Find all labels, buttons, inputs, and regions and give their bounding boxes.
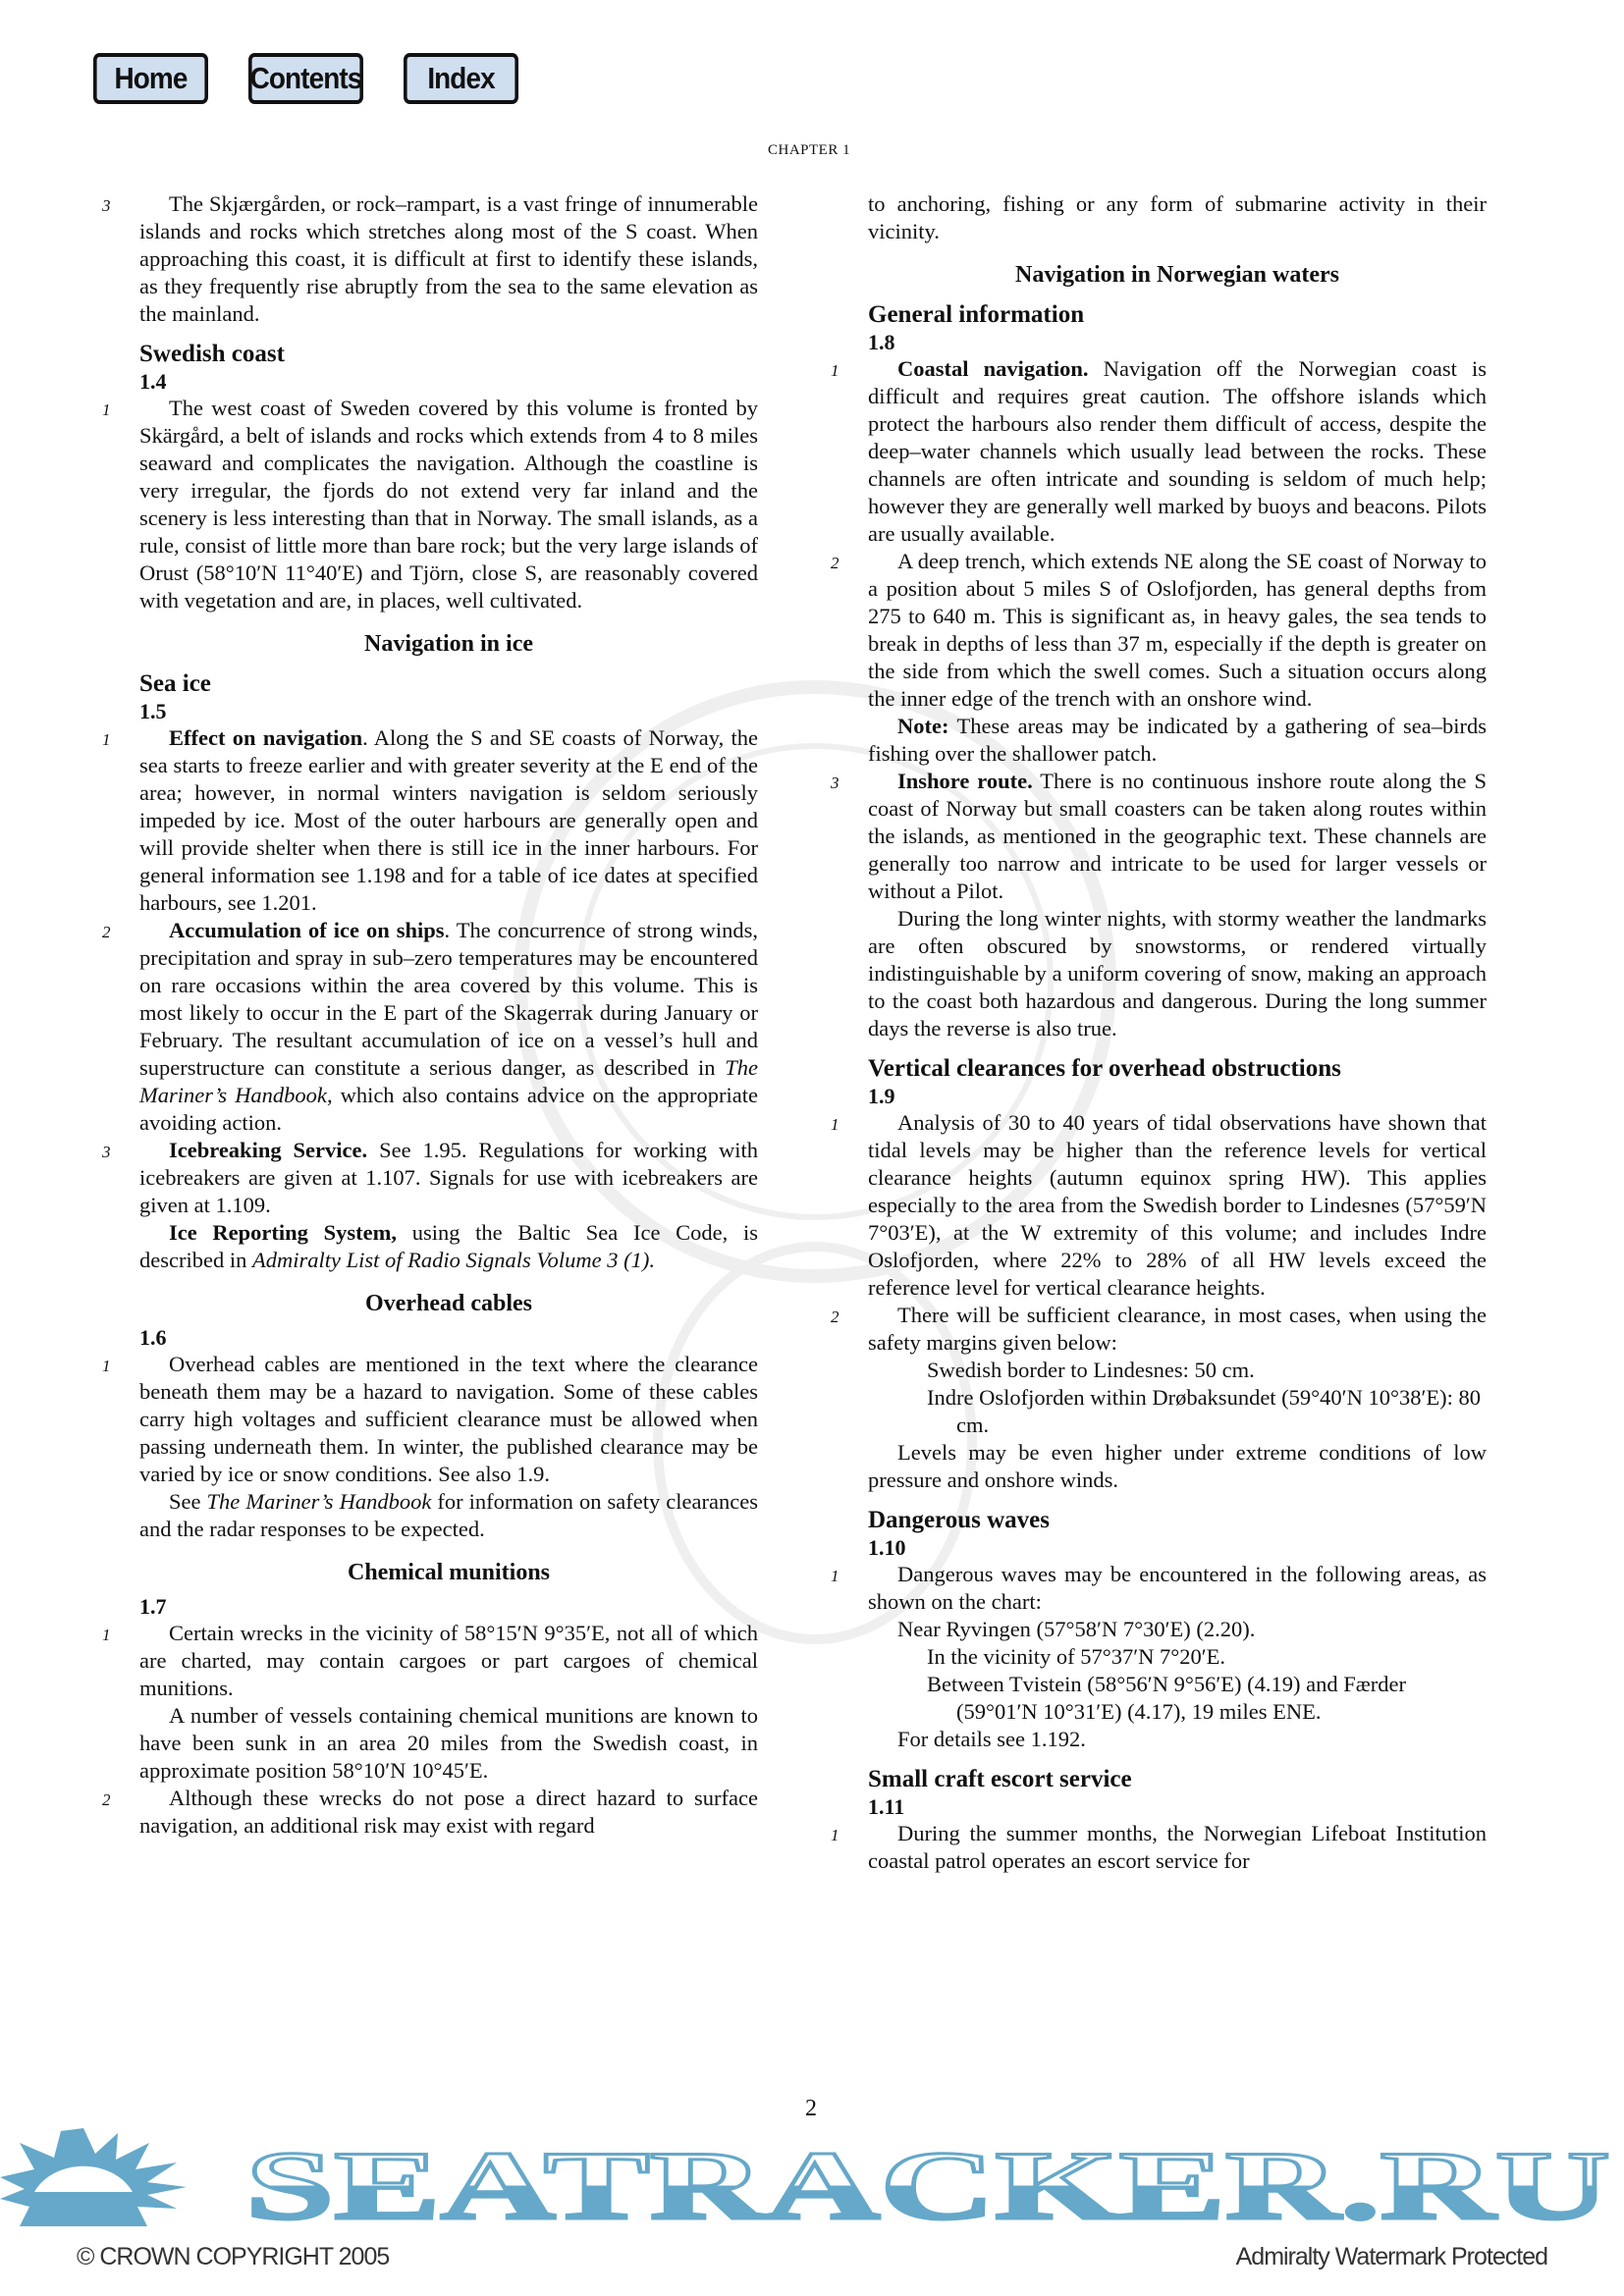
text-run: Certain wrecks in the vicinity of 58°15′N 9°35′E, not all of which are charted, may contain cargoes or part cargoes of chemical munitions. [139,1621,758,1700]
paragraph [831,1820,1487,1875]
margin-subparagraph-number: 1 [831,1826,839,1844]
margin-subparagraph-number: 1 [102,1357,111,1375]
bold-lead-text: Inshore route. [897,769,1033,793]
text-run: , which also contains advice on the appropriate avoiding action. [139,1083,759,1135]
subsection-heading: Vertical clearances for overhead obstructions [868,1055,1341,1082]
right-column [831,190,1487,1875]
paragraph [831,768,1487,905]
text-run: for information on safety clearances and the radar responses to be expected. [139,1489,758,1541]
text-run: The Skjærgården, or rock–rampart, is a vast fringe of innumerable islands and rocks which stretches along most of the S coast. When approaching this coast, it is difficult at first to identify these islands, as they frequently rise abruptly from the sea to the same elevation as the mainland. [139,191,758,326]
italic-reference: Admiralty List of Radio Signals Volume 3 (1). [251,1248,655,1272]
list-item [868,1616,1487,1643]
paragraph [831,1302,1487,1357]
copyright-notice: © CROWN COPYRIGHT 2005 [77,2243,390,2270]
text-run: Navigation off the Norwegian coast is difficult and requires great caution. The offshore islands which protect the harbours also render them difficult of access, despite the deep–water channels which usually lead between the rocks. These channels are often intricate and sounding is seldom of much help; however they are generally well marked by buoys and beacons. Pilots are usually available. [868,356,1487,546]
paragraph [102,190,758,328]
margin-subparagraph-number: 2 [831,1308,839,1326]
paragraph [102,395,758,614]
sunburst-icon [0,2128,187,2226]
text-run: See 1.95. Regulations for working with icebreakers are given at 1.107. Signals for use with icebreakers are given at 1.109. [139,1138,758,1217]
home-button[interactable]: Home [93,53,208,104]
paragraph [139,1702,758,1785]
list-item [868,1671,1487,1726]
section-heading: Navigation in ice [364,631,533,657]
text-run: There will be sufficient clearance, in most cases, when using the safety margins given below: [868,1303,1487,1355]
list-item [868,1357,1487,1384]
text-run: The west coast of Sweden covered by this volume is fronted by Skärgård, a belt of islands and rocks which extends from 4 to 8 miles seaward and complicates the navigation. Although the coastline is very irregular, the fjords do not extend very far inland and the scenery is less interesting than that in Norway. The small islands, as a rule, consist of little more than bare rock; but the very large islands of Orust (58°10′N 11°40′E) and Tjörn, close S, are reasonably covered with vegetation and are, in places, well cultivated. [139,396,758,613]
text-run: . Along the S and SE coasts of Norway, the sea starts to freeze earlier and with greater severity at the E end of the area; however, in normal winters navigation is seldom seriously impeded by ice. Most of the outer harbours are generally open and will provide shelter when there is still ice in the inner harbours. For general information see 1.198 and for a table of ice dates at specified harbours, see 1.201. [139,725,758,915]
margin-subparagraph-number: 3 [102,1143,111,1161]
text-run: These areas may be indicated by a gathering of sea–birds fishing over the shallower patch. [868,714,1487,766]
paragraph [102,1785,758,1840]
text-run: Levels may be even higher under extreme conditions of low pressure and onshore winds. [868,1440,1487,1492]
text-run: Analysis of 30 to 40 years of tidal observations have shown that tidal levels may be higher than the reference levels for vertical clearance heights (autumn equinox spring HW). This applies especially to the area from the Swedish border to Lindesnes (57°59′N 7°03′E), at the W extremity of this volume; and includes Indre Oslofjorden, where 22% to 28% of all HW levels exceed the reference level for vertical clearance heights. [868,1110,1487,1300]
subsection-heading: Small craft escort service [868,1766,1132,1792]
paragraph [139,1488,758,1543]
bold-lead-text: Icebreaking Service. [169,1138,368,1162]
bold-lead-text: Coastal navigation. [897,356,1089,381]
margin-subparagraph-number: 1 [831,361,839,380]
paragraph [831,1109,1487,1302]
chapter-header: CHAPTER 1 [768,142,851,158]
bold-lead-text: Ice Reporting System, [169,1220,397,1245]
text-run: Although these wrecks do not pose a direct hazard to surface navigation, an additional risk may exist with regard [139,1786,758,1838]
text-run: A deep trench, which extends NE along the SE coast of Norway to a position about 5 miles S of Oslofjorden, has general depths from 275 to 640 m. This is significant as, in heavy gales, the sea tends to break in depths of less than 37 m, especially if the depth is greater on the side from which the swell comes. Such a situation occurs along the inner edge of the trench with an onshore wind. [868,549,1487,711]
paragraph [102,1620,758,1702]
paragraph [868,1439,1487,1494]
italic-reference: The Mariner’s Handbook [139,1055,758,1107]
text-run: Between Tvistein (58°56′N 9°56′E) (4.19) and Færder (59°01′N 10°31′E) (4.17), 19 miles ENE. [927,1672,1406,1724]
paragraph-number: 1.8 [868,330,895,354]
index-button[interactable]: Index [404,53,518,104]
italic-reference: The Mariner’s Handbook [206,1489,432,1514]
left-column [102,190,759,1840]
bold-lead-text: Accumulation of ice on ships [169,918,445,942]
list-item [868,1643,1487,1671]
section-heading: Overhead cables [365,1291,532,1316]
margin-subparagraph-number: 1 [102,1626,111,1644]
text-run: A number of vessels containing chemical munitions are known to have been sunk in an area 20 miles from the Swedish coast, in approximate position 58°10′N 10°45′E. [139,1703,758,1783]
list-item [868,1726,1487,1753]
margin-subparagraph-number: 2 [102,923,111,941]
margin-subparagraph-number: 2 [102,1790,111,1809]
paragraph [102,917,759,1137]
text-run: See [169,1489,207,1514]
paragraph [868,190,1487,245]
paragraph [102,1351,758,1488]
text-run: . The concurrence of strong winds, precipitation and spray in sub–zero temperatures may be encountered on rare occasions within the area covered by this volume. This is most likely to occur in the E part of the Skagerrak during January or February. The resultant accumulation of ice on a vessel’s hull and superstructure can constitute a serious danger, as described in [139,918,758,1080]
section-heading: Chemical munitions [347,1560,550,1585]
section-heading: Navigation in Norwegian waters [1015,262,1339,288]
paragraph [831,1561,1487,1616]
paragraph [831,355,1487,548]
text-run: There is no continuous inshore route along the S coast of Norway but small coasters can be taken along routes within the islands, as mentioned in the geographic text. These channels are generally too narrow and intricate to be used for larger vessels or without a Pilot. [868,769,1487,903]
paragraph [102,1137,758,1219]
margin-subparagraph-number: 1 [831,1567,839,1585]
paragraph [139,1219,758,1274]
text-run: For details see 1.192. [897,1727,1086,1751]
text-run: During the long winter nights, with stormy weather the landmarks are often obscured by snowstorms, or rendered virtually indistinguishable by a uniform covering of snow, making an approach to the coast both hazardous and dangerous. During the long summer days the reverse is also true. [868,906,1487,1041]
paragraph-number: 1.6 [139,1325,167,1350]
margin-subparagraph-number: 3 [831,774,839,792]
subsection-heading: General information [868,301,1085,328]
subsection-heading: Swedish coast [139,341,285,367]
text-run: Indre Oslofjorden within Drøbaksundet (59°40′N 10°38′E): 80 cm. [927,1385,1481,1437]
page-number: 2 [805,2096,817,2121]
paragraph [868,713,1487,768]
margin-subparagraph-number: 3 [102,196,111,215]
text-run: using the Baltic Sea Ice Code, is described in [139,1220,758,1272]
text-run: Swedish border to Lindesnes: 50 cm. [927,1358,1255,1382]
margin-subparagraph-number: 1 [102,400,111,419]
text-run: During the summer months, the Norwegian Lifeboat Institution coastal patrol operates an escort service for [868,1821,1487,1873]
paragraph-number: 1.7 [139,1594,167,1619]
list-item [868,1384,1487,1439]
bold-lead-text: Note: [897,714,949,738]
margin-subparagraph-number: 1 [831,1115,839,1134]
paragraph-number: 1.4 [139,369,167,394]
paragraph-number: 1.9 [868,1084,895,1108]
bold-lead-text: Effect on navigation [169,725,363,750]
text-run: to anchoring, fishing or any form of submarine activity in their vicinity. [868,191,1487,243]
paragraph [102,724,758,917]
seatracker-watermark [0,2128,1624,2226]
paragraph-number: 1.10 [868,1535,906,1560]
subsection-heading: Dangerous waves [868,1507,1050,1533]
paragraph-number: 1.5 [139,699,167,723]
text-run: Overhead cables are mentioned in the text where the clearance beneath them may be a hazard to navigation. Some of these cables carry high voltages and sufficient clearance must be allowed when passing underneath them. In winter, the published clearance may be varied by ice or snow conditions. See also 1.9. [139,1352,758,1486]
margin-subparagraph-number: 1 [102,730,111,749]
watermark-notice: Admiralty Watermark Protected [1235,2243,1547,2270]
text-run: In the vicinity of 57°37′N 7°20′E. [927,1644,1226,1669]
paragraph [831,548,1487,713]
margin-subparagraph-number: 2 [831,554,839,572]
text-run: Near Ryvingen (57°58′N 7°30′E) (2.20). [897,1617,1256,1641]
paragraph-number: 1.11 [868,1794,905,1819]
subsection-heading: Sea ice [139,670,211,697]
contents-button[interactable]: Contents [248,53,363,104]
watermark-logo-text: SEATRACKER.RU [245,2131,1610,2226]
paragraph [868,905,1487,1042]
text-run: Dangerous waves may be encountered in the following areas, as shown on the chart: [868,1562,1487,1614]
